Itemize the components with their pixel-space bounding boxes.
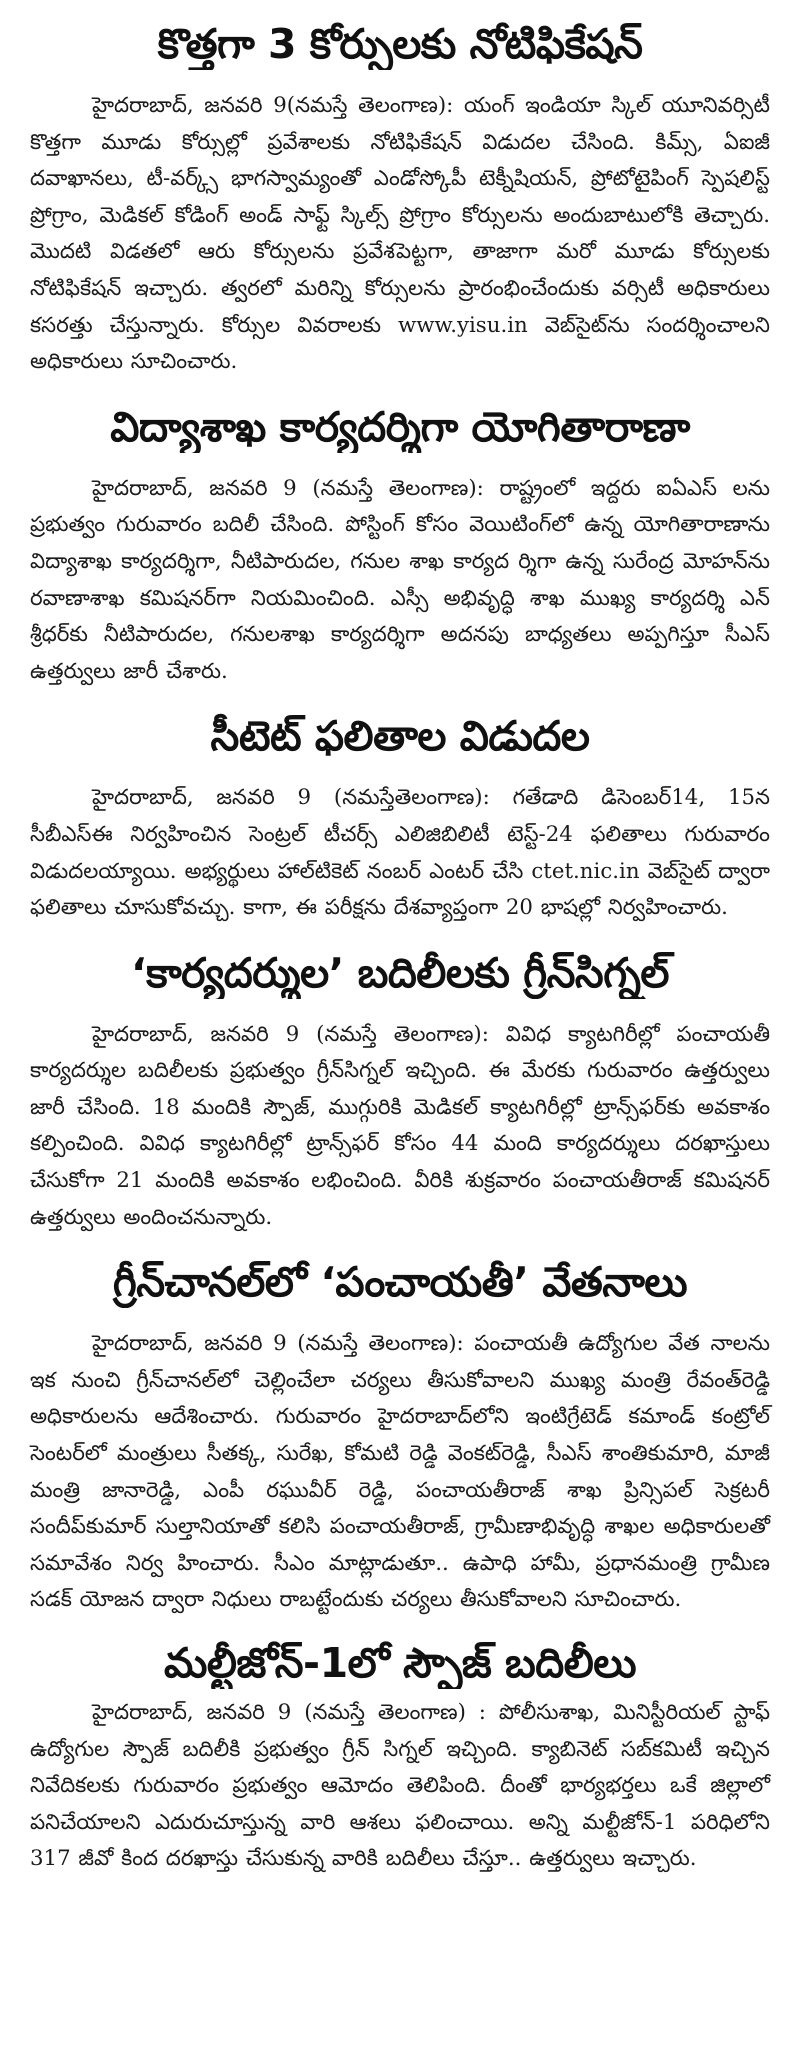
article-courses-notification [30,18,770,381]
headline: సీటెట్ ఫలితాల విడుదల [210,712,590,761]
article-panchayat-salaries [30,1256,770,1619]
article-spouse-transfers [30,1637,770,1878]
headline: ‘కార్యదర్శుల’ బదిలీలకు గ్రీన్‌సిగ్నల్ [131,948,669,997]
headline: గ్రీన్‌చానల్‌లో ‘పంచాయతీ’ వేతనాలు [112,1258,688,1307]
article-body: హైదరాబాద్, జనవరి 9 (నమస్తేతెలంగాణ): గతేడాది డిసెంబర్14, 15న సీబీఎస్‌ఈ నిర్వహించిన సెంట్రల్ టీచర్స్ ఎలిజిబిలిటీ టెస్ట్-24 ఫలితాలు గురువారం విడుదలయ్యాయి. అభ్యర్థులు హాల్‌టికెట్ నంబర్ ఎంటర్ చేసి ctet.nic.in వెబ్‌సైట్ ద్వారా ఫలితాలు చూసుకోవచ్చు. కాగా, ఈ పరీక్షను దేశవ్యాప్తంగా 20 భాషల్లో నిర్వహించారు. [30,785,770,921]
article-secretaries-transfers [30,947,770,1237]
article-body: హైదరాబాద్, జనవరి 9 (నమస్తే తెలంగాణ): పంచాయతీ ఉద్యోగుల వేత నాలను ఇక నుంచి గ్రీన్‌చానల్‌లో చెల్లించేలా చర్యలు తీసుకోవాలని ముఖ్య మంత్రి రేవంత్‌రెడ్డి అధికారులను ఆదేశించారు. గురువారం హైదరాబాద్‌లోని ఇంటిగ్రేటెడ్ కమాండ్ కంట్రోల్ సెంటర్‌లో మంత్రులు సీతక్క, సురేఖ, కోమటి రెడ్డి వెంకట్‌రెడ్డి, సీఎస్ శాంతికుమారి, మాజీ మంత్రి జానారెడ్డి, ఎంపీ రఘువీర్ రెడ్డి, పంచాయతీరాజ్ శాఖ ప్రిన్సిపల్ సెక్రటరీ సందీప్‌కుమార్ సుల్తానియాతో కలిసి పంచాయతీరాజ్, గ్రామీణాభివృద్ధి శాఖల అధికారులతో సమావేశం నిర్వ హించారు. సీఎం మాట్లాడుతూ.. ఉపాధి హామీ, ప్రధానమంత్రి గ్రామీణ సడక్ యోజన ద్వారా నిధులు రాబట్టేందుకు చర్యలు తీసుకోవాలని సూచించారు. [30,1331,770,1613]
article-body: హైదరాబాద్, జనవరి 9 (నమస్తే తెలంగాణ) : పోలీసుశాఖ, మినిస్టీరియల్ స్టాఫ్ ఉద్యోగుల స్పౌజ్ బదిలీకి ప్రభుత్వం గ్రీన్ సిగ్నల్ ఇచ్చింది. క్యాబినెట్ సబ్‌కమిటీ ఇచ్చిన నివేదికలకు గురువారం ప్రభుత్వం ఆమోదం తెలిపింది. దీంతో భార్యభర్తలు ఒకే జిల్లాలో పనిచేయాలని ఎదురుచూస్తున్న వారి ఆశలు ఫలించాయి. అన్ని మల్టీజోన్-1 పరిధిలోని 317 జీవో కింద దరఖాస్తు చేసుకున్న వారికి బదిలీలు చేస్తూ.. ఉత్తర్వులు ఇచ్చారు. [30,1700,770,1872]
headline: విద్యాశాఖ కార్యదర్శిగా యోగితారాణా [110,402,690,451]
article-body: హైదరాబాద్, జనవరి 9(నమస్తే తెలంగాణ): యంగ్ ఇండియా స్కిల్ యూనివర్సిటీ కొత్తగా మూడు కోర్సుల్లో ప్రవేశాలకు నోటిఫికేషన్ విడుదల చేసింది. కిమ్స్, ఏఐజీ దవాఖానలు, టీ-వర్క్స్ భాగస్వామ్యంతో ఎండోస్కోపీ టెక్నీషియన్, ప్రోటోటైపింగ్ స్పెషలిస్ట్ ప్రోగ్రాం, మెడికల్ కోడింగ్ అండ్ సాఫ్ట్ స్కిల్స్ ప్రోగ్రాం కోర్సులను అందుబాటులోకి తెచ్చారు. మొదటి విడతలో ఆరు కోర్సులను ప్రవేశపెట్టగా, తాజాగా మరో మూడు కోర్సులకు నోటిఫికేషన్ ఇచ్చారు. త్వరలో మరిన్ని కోర్సులను ప్రారంభించేందుకు వర్సిటీ అధికారులు కసరత్తు చేస్తున్నారు. కోర్సుల వివరాలకు www.yisu.in వెబ్‌సైట్‌ను సందర్శించాలని అధికారులు సూచించారు. [30,93,770,375]
article-body: హైదరాబాద్, జనవరి 9 (నమస్తే తెలంగాణ): వివిధ క్యాటగిరీల్లో పంచాయతీ కార్యదర్శుల బదిలీలకు ప్రభుత్వం గ్రీన్‌సిగ్నల్ ఇచ్చింది. ఈ మేరకు గురువారం ఉత్తర్వులు జారీ చేసింది. 18 మందికి స్పౌజ్, ముగ్గురికి మెడికల్ క్యాటగిరీల్లో ట్రాన్స్‌ఫర్‌కు అవకాశం కల్పించింది. వివిధ క్యాటగిరీల్లో ట్రాన్స్‌ఫర్ కోసం 44 మంది కార్యదర్శులు దరఖాస్తులు చేసుకోగా 21 మందికి అవకాశం లభించింది. వీరికి శుక్రవారం పంచాయతీరాజ్ కమిషనర్ ఉత్తర్వులు అందించనున్నారు. [30,1021,770,1230]
headline: కొత్తగా 3 కోర్సులకు నోటిఫికేషన్ [157,20,643,68]
article-body: హైదరాబాద్, జనవరి 9 (నమస్తే తెలంగాణ): రాష్ట్రంలో ఇద్దరు ఐఏఎస్ లను ప్రభుత్వం గురువారం బదిలీ చేసింది. పోస్టింగ్ కోసం వెయిటింగ్‌లో ఉన్న యోగితారాణాను విద్యాశాఖ కార్యదర్శిగా, నీటిపారుదల, గనుల శాఖ కార్యద ర్శిగా ఉన్న సురేంద్ర మోహన్‌ను రవాణాశాఖ కమిషనర్‌గా నియమించింది. ఎస్సీ అభివృద్ధి శాఖ ముఖ్య కార్యదర్శి ఎన్ శ్రీధర్‌కు నీటిపారుదల, గనులశాఖ కార్యదర్శిగా అదనపు బాధ్యతలు అప్పగిస్తూ సీఎస్ ఉత్తర్వులు జారీ చేశారు. [30,475,770,684]
article-education-secretary [30,401,770,691]
headline: మల్టీజోన్-1లో స్పౌజ్ బదిలీలు [163,1639,637,1687]
article-ctet-results [30,710,770,926]
